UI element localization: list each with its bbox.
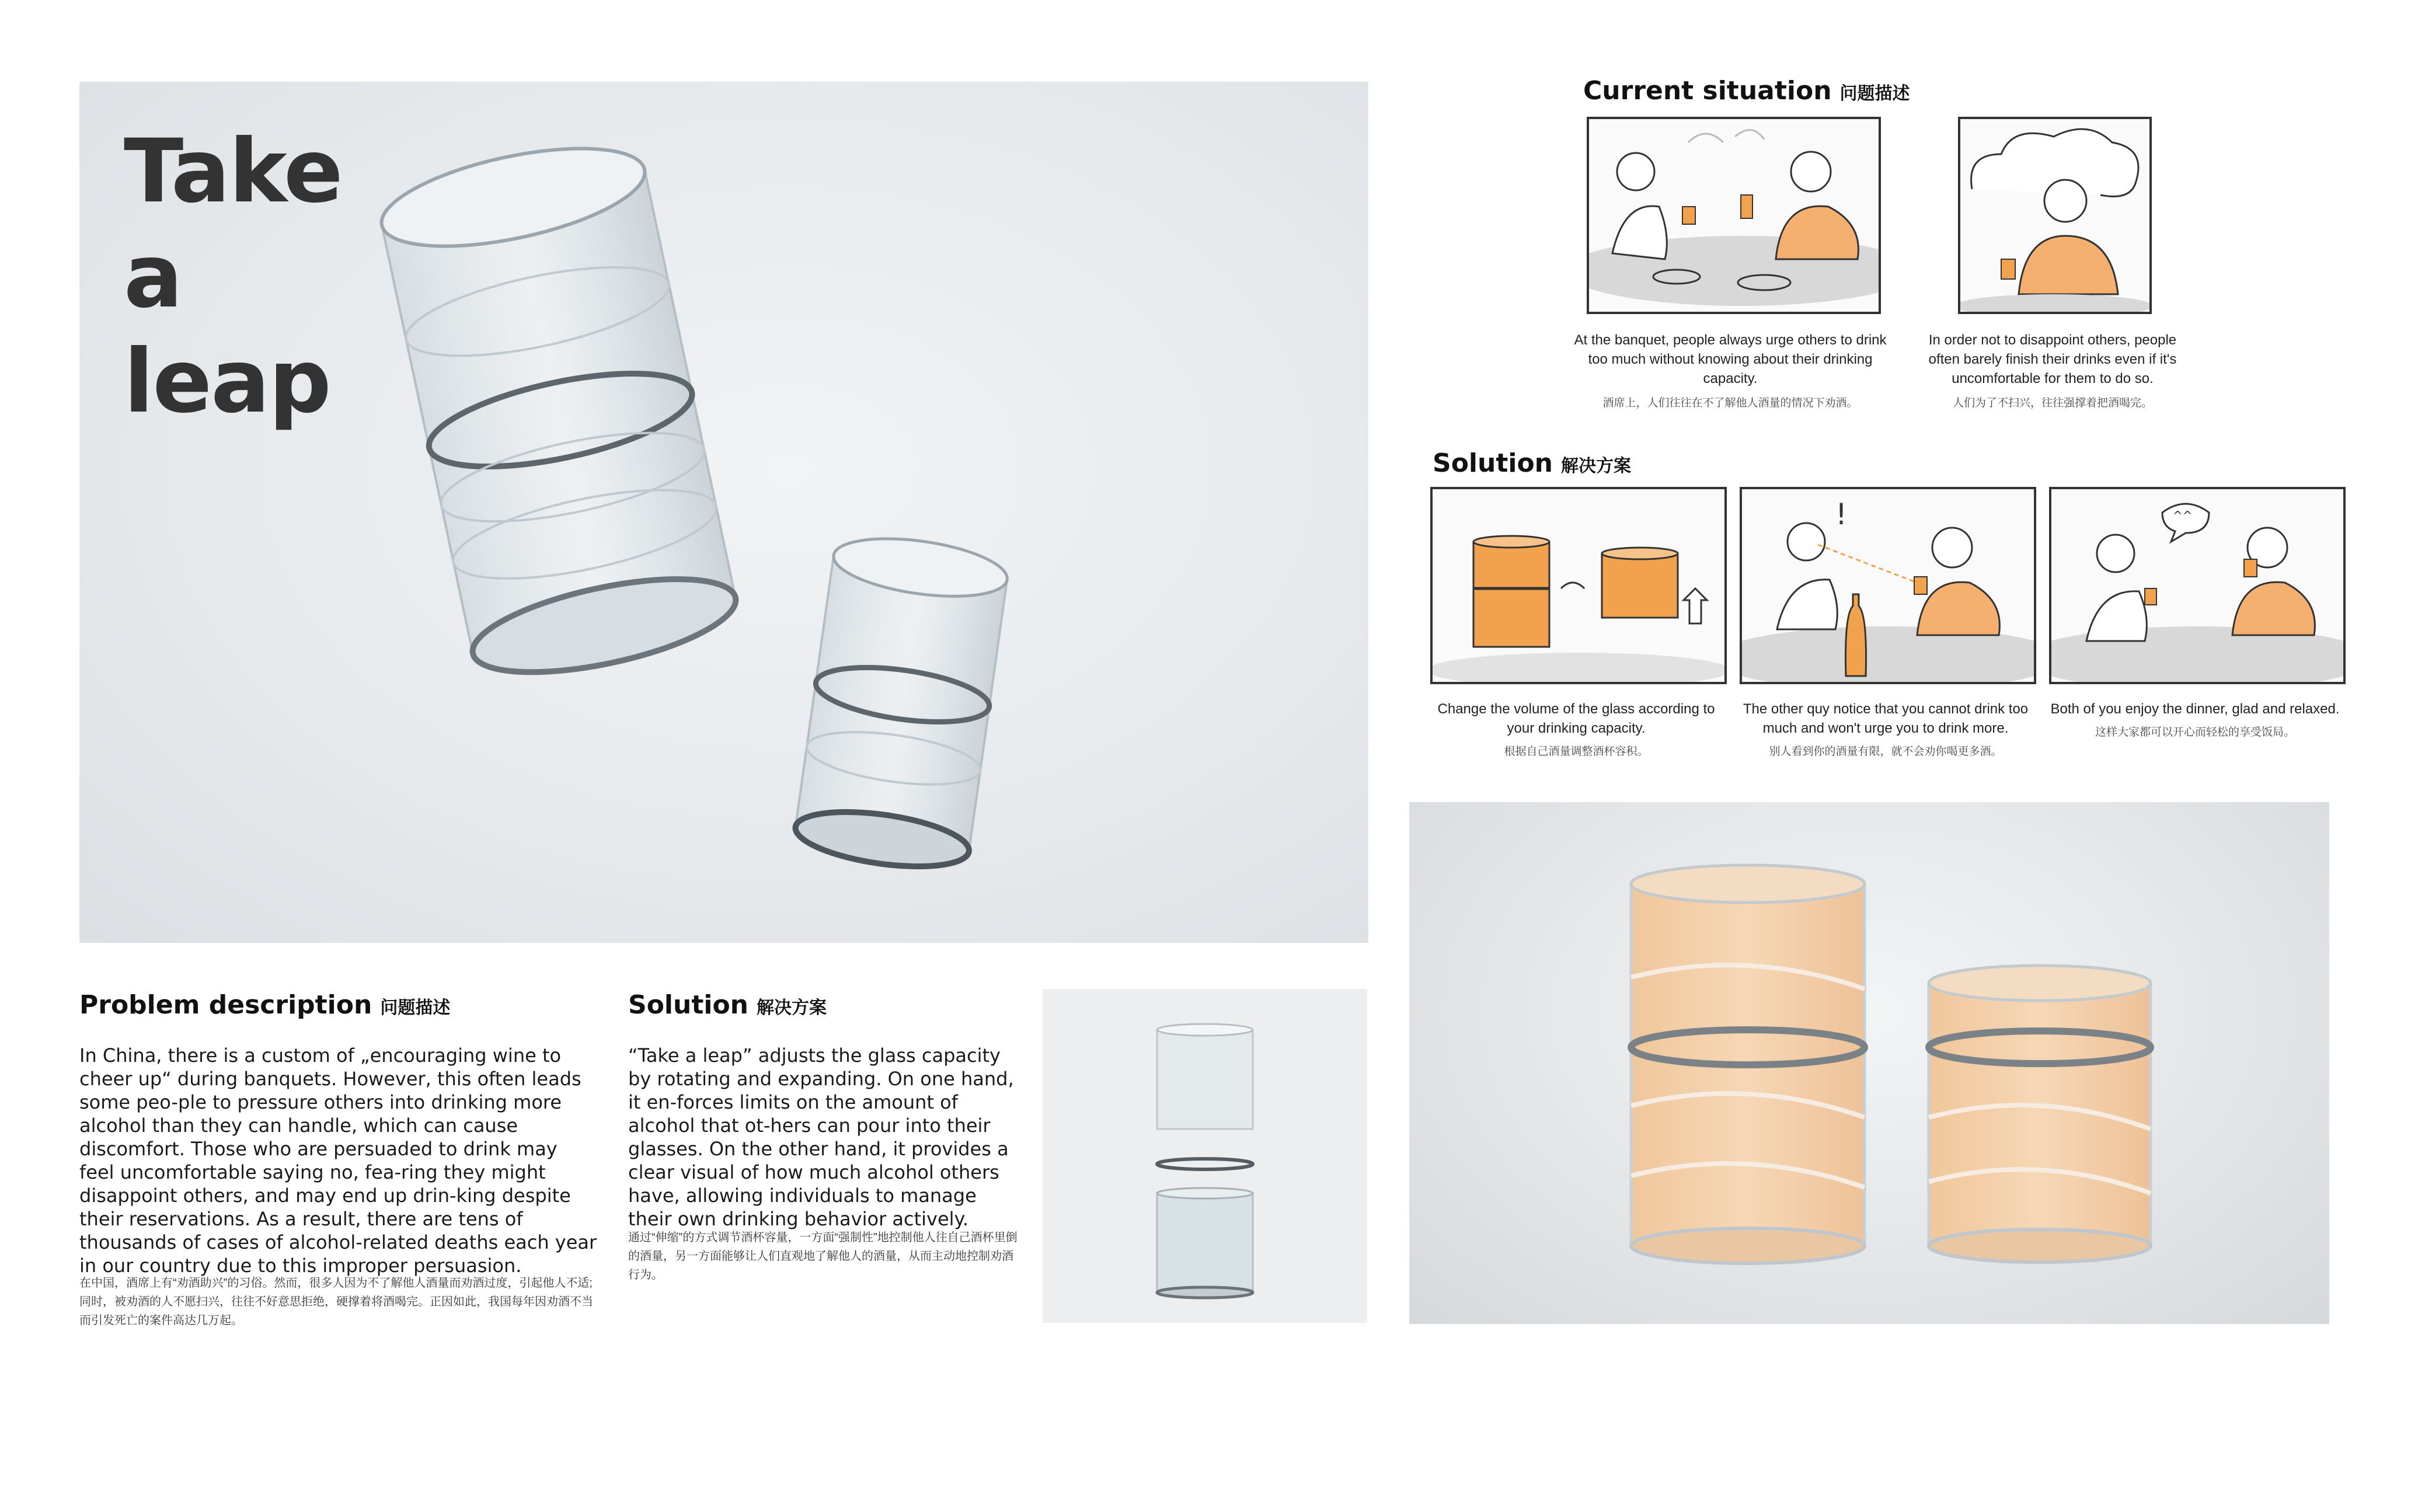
relaxed-sketch <box>2051 489 2343 682</box>
storyboard-panel-pressure <box>1958 117 2152 314</box>
exploded-glass-illustration <box>1043 989 1367 1323</box>
adjust-glass-sketch <box>1433 489 1724 682</box>
small-glass <box>792 529 1011 876</box>
solution-heading <box>628 990 827 1020</box>
storyboard-caption-notice <box>1740 699 2032 760</box>
caption-banquet-cn: 酒席上，人们往往在不了解他人酒量的情况下劝酒。 <box>1602 397 1858 409</box>
storyboard-caption-banquet <box>1570 330 1890 412</box>
storyboard-caption-adjust <box>1430 699 1722 760</box>
hero-title: Take a leap <box>124 121 342 433</box>
solution-heading-cn: 解决方案 <box>757 998 827 1018</box>
solution-body-cn: 通过“伸缩”的方式调节酒杯容量，一方面“强制性”地控制他人往自己酒杯里倒的酒量，另一方面能够让人们直观地了解他人的酒量，从而主动地控制劝酒行为。 <box>628 1231 1018 1281</box>
caption-notice-en: The other quy notice that you cannot drink too much and won't urge you to drink more. <box>1743 701 2029 736</box>
caption-banquet-en: At the banquet, people always urge others to drink too much without knowing about their drinking capacity. <box>1574 332 1887 386</box>
current-situation-heading-en: Current situation <box>1583 76 1832 106</box>
caption-pressure-cn: 人们为了不扫兴，往往强撑着把酒喝完。 <box>1952 397 2152 409</box>
exclamation-mark-glyph: ! <box>1835 497 1848 531</box>
caption-adjust-cn: 根据自己酒量调整酒杯容积。 <box>1504 745 1649 758</box>
smile-emote-glyph: ^^ <box>2173 508 2193 522</box>
storyboard-panel-adjust <box>1430 487 1727 684</box>
problem-body-en: In China, there is a custom of „encouraging wine to cheer up“ during banquets. However, this often leads some peo-ple to pressure others into drinking more alcohol than they can handle, which can cause discomfort. Those who are persuaded to drink may feel uncomfortable saying no, fea-ring they might disappoint others, and may end up drin-king despite their reservations. As a result, there are tens of thousands of cases of alcohol-related deaths each year in our country due to this improper persuasion. <box>79 1044 597 1277</box>
current-situation-heading <box>1583 76 1910 106</box>
caption-notice-cn: 别人看到你的酒量有限，就不会劝你喝更多酒。 <box>1769 745 2002 758</box>
hero-photo <box>79 82 1368 943</box>
pressure-sketch <box>1960 119 2149 312</box>
storyboard-panel-relaxed <box>2049 487 2346 684</box>
large-glass <box>374 130 744 691</box>
hero-glasses-illustration <box>79 82 1368 943</box>
storyboard-solution-heading-cn: 解决方案 <box>1561 456 1631 476</box>
storyboard-panel-notice <box>1740 487 2036 684</box>
solution-body-en: “Take a leap” adjusts the glass capacity by rotating and expanding. On one hand, it en-forces limits on the amount of alcohol that ot-hers can pour into their glasses. On the other hand, it provides a clear visual of how much alcohol others have, allowing individuals to manage their own drinking behavior actively. <box>628 1044 1014 1230</box>
storyboard-caption-relaxed <box>2049 699 2341 741</box>
short-filled-glass <box>1929 966 2151 1262</box>
tall-filled-glass <box>1631 865 1865 1263</box>
problem-body-cn: 在中国，酒席上有“劝酒助兴”的习俗。然而，很多人因为不了解他人酒量而劝酒过度，引起他人不适;同时，被劝酒的人不愿扫兴，往往不好意思拒绝，硬撑着将酒喝完。正因如此，我国每年因劝酒不当而引发死亡的案件高达几万起。 <box>79 1277 593 1327</box>
storyboard-solution-heading-en: Solution <box>1433 448 1553 478</box>
storyboard-panel-banquet <box>1587 117 1881 314</box>
exploded-glass-photo <box>1043 989 1367 1323</box>
notice-sketch <box>1742 489 2034 682</box>
filled-glasses-illustration <box>1409 802 2329 1324</box>
caption-pressure-en: In order not to disappoint others, people often barely finish their drinks even if it's uncomfortable for them to do so. <box>1928 332 2177 386</box>
solution-heading-en: Solution <box>628 990 748 1020</box>
caption-relaxed-cn: 这样大家都可以开心而轻松的享受饭局。 <box>2095 726 2295 738</box>
problem-heading-cn: 问题描述 <box>380 998 451 1018</box>
filled-glasses-photo <box>1409 802 2329 1324</box>
storyboard-caption-pressure <box>1911 330 2194 412</box>
problem-heading <box>79 990 450 1020</box>
problem-heading-en: Problem description <box>79 990 372 1020</box>
caption-relaxed-en: Both of you enjoy the dinner, glad and relaxed. <box>2050 701 2340 717</box>
caption-adjust-en: Change the volume of the glass according to your drinking capacity. <box>1437 701 1715 736</box>
banquet-sketch <box>1589 119 1879 312</box>
current-situation-heading-cn: 问题描述 <box>1839 83 1910 104</box>
storyboard-solution-heading <box>1433 448 1631 478</box>
